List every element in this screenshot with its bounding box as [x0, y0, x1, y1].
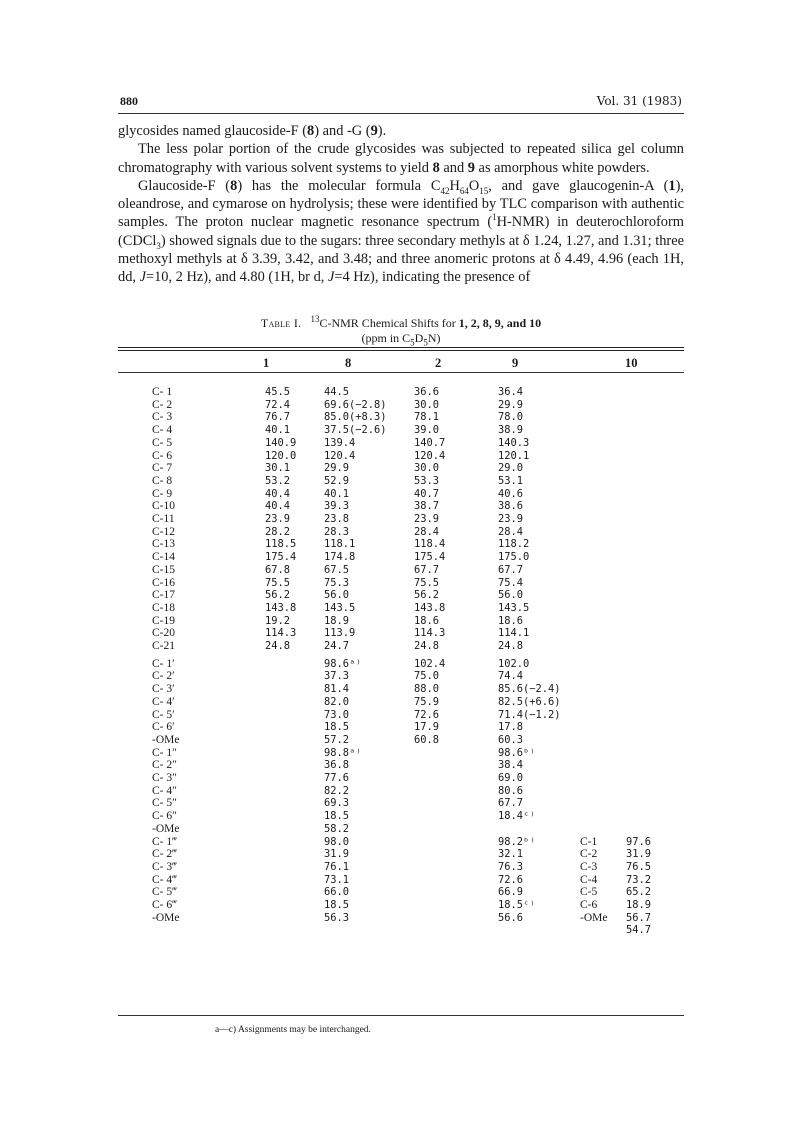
cell-c1: 45.5 [265, 386, 291, 398]
cell-c8: 18.9 [324, 614, 350, 627]
table-row [0, 848, 793, 861]
cell-c8: 18.5 [324, 810, 350, 823]
header-rule [118, 113, 684, 114]
cell-c9: 38.4 [498, 759, 524, 772]
cell-label: C- 6″ [152, 810, 177, 823]
paragraph-1: glycosides named glaucoside-F (8) and -G (9). [118, 123, 387, 139]
page-number: 880 [120, 94, 138, 108]
table-row [0, 721, 793, 734]
table-row [0, 874, 793, 887]
cell-c8: 82.0 [324, 695, 350, 708]
cell-c8: 36.8 [324, 759, 350, 772]
cell-label: -OMe [152, 733, 180, 746]
cell-c8: 77.6 [324, 772, 350, 784]
cell-c1: 118.5 [265, 538, 297, 551]
table-row [0, 615, 793, 628]
cell-c1: 120.0 [265, 449, 297, 462]
table-row [0, 823, 793, 836]
cell-c8: 40.1 [324, 487, 350, 500]
cell-c1: 175.4 [265, 551, 297, 564]
cell-c9: 56.0 [498, 589, 524, 602]
cell-c1: 40.4 [265, 500, 291, 513]
table-row [0, 797, 793, 810]
table-row [0, 658, 793, 671]
cell-c9: 53.1 [498, 474, 524, 487]
table-row [0, 785, 793, 798]
cell-c8: 85.0(+8.3) [324, 411, 387, 424]
cell-c8: 69.3 [324, 797, 350, 810]
table-row [0, 538, 793, 551]
cell-c9: 98.2ᵇ⁾ [498, 835, 536, 848]
cell-c10l: C-1 [580, 835, 598, 848]
cell-c2: 75.0 [414, 670, 440, 683]
cell-label: C- 6‴ [152, 899, 177, 911]
cell-c2: 143.8 [414, 601, 446, 614]
cell-c1: 40.4 [265, 487, 291, 500]
cell-c10v: 18.9 [626, 899, 652, 911]
cell-label: C-16 [152, 576, 175, 589]
table-row [0, 627, 793, 640]
cell-c9: 82.5(+6.6) [498, 695, 561, 708]
cell-c2: 38.7 [414, 500, 440, 513]
cell-c10v: 31.9 [626, 848, 652, 861]
cell-c9: 75.4 [498, 576, 524, 589]
cell-c1: 56.2 [265, 589, 291, 602]
table-row [0, 640, 793, 653]
table-row [0, 924, 793, 937]
table-title: Table I. $^{13}$C-NMR Chemical Shifts for 1, 2, 8, 9, and 10 [260, 314, 542, 330]
cell-c8: 69.6(−2.8) [324, 398, 387, 411]
cell-c9: 28.4 [498, 525, 524, 538]
cell-c8: 37.5(−2.6) [324, 424, 387, 437]
cell-label: C- 8 [152, 474, 173, 487]
cell-label: C- 5 [152, 436, 173, 449]
cell-c9: 38.6 [498, 500, 524, 513]
cell-label: C-17 [152, 589, 175, 602]
cell-c2: 75.9 [414, 695, 440, 708]
cell-c8: 73.0 [324, 708, 350, 721]
cell-c10l: C-5 [580, 886, 598, 899]
cell-label: C- 1‴ [152, 835, 177, 848]
volume-label: Vol. 31 (1983) [596, 94, 682, 108]
cell-c2: 23.9 [414, 513, 440, 525]
cell-c9: 85.6(−2.4) [498, 683, 561, 696]
cell-c10v: 56.7 [626, 911, 652, 924]
table-row [0, 399, 793, 412]
cell-c9: 18.6 [498, 614, 524, 627]
table-top-rule [118, 347, 684, 348]
cell-c2: 36.6 [414, 386, 440, 398]
cell-c10v: 54.7 [626, 924, 652, 937]
cell-c8: 44.5 [324, 386, 350, 398]
cell-label: C- 2′ [152, 670, 175, 683]
cell-label: C- 6′ [152, 721, 175, 734]
cell-label: C- 1′ [152, 657, 175, 670]
cell-c9: 32.1 [498, 848, 524, 861]
table-row [0, 386, 793, 399]
cell-c1: 67.8 [265, 563, 291, 576]
cell-c9: 66.9 [498, 886, 524, 899]
cell-c8: 52.9 [324, 474, 350, 487]
cell-c9: 18.4ᶜ⁾ [498, 810, 536, 823]
cell-c8: 18.5 [324, 899, 350, 911]
table-row [0, 526, 793, 539]
cell-c9: 71.4(−1.2) [498, 708, 561, 721]
cell-c9: 24.8 [498, 640, 524, 652]
cell-c2: 60.8 [414, 733, 440, 746]
table-row [0, 602, 793, 615]
cell-label: C- 3″ [152, 772, 177, 784]
cell-label: C- 5″ [152, 797, 177, 810]
cell-c1: 23.9 [265, 513, 291, 525]
col-head-1: 1 [263, 356, 270, 370]
cell-c9: 175.0 [498, 551, 530, 564]
cell-c2: 72.6 [414, 708, 440, 721]
cell-label: -OMe [152, 911, 180, 924]
cell-c9: 29.0 [498, 462, 524, 475]
cell-c9: 74.4 [498, 670, 524, 683]
cell-c9: 67.7 [498, 563, 524, 576]
cell-label: C- 9 [152, 487, 173, 500]
cell-c8: 24.7 [324, 640, 350, 652]
body-text [118, 122, 684, 287]
table-row [0, 759, 793, 772]
cell-c9: 102.0 [498, 657, 530, 670]
table-row [0, 709, 793, 722]
table-caption [118, 316, 684, 346]
cell-c8: 57.2 [324, 733, 350, 746]
cell-c9: 36.4 [498, 386, 524, 398]
cell-label: C-18 [152, 601, 175, 614]
cell-c10l: C-3 [580, 860, 598, 873]
table-row [0, 513, 793, 526]
cell-label: C- 4″ [152, 784, 177, 797]
cell-c2: 88.0 [414, 683, 440, 696]
cell-c10l: C-4 [580, 873, 598, 886]
table-row [0, 424, 793, 437]
cell-c9: 69.0 [498, 772, 524, 784]
table-row [0, 411, 793, 424]
cell-label: C-15 [152, 563, 175, 576]
cell-label: C-13 [152, 538, 175, 551]
table-row [0, 912, 793, 925]
cell-c1: 143.8 [265, 601, 297, 614]
cell-c2: 28.4 [414, 525, 440, 538]
cell-c8: 37.3 [324, 670, 350, 683]
cell-c2: 120.4 [414, 449, 446, 462]
cell-c9: 67.7 [498, 797, 524, 810]
cell-c8: 18.5 [324, 721, 350, 734]
cell-label: C-12 [152, 525, 175, 538]
cell-c8: 98.6ᵃ⁾ [324, 657, 362, 670]
paragraph-3: Glaucoside-F (8) has the molecular formula $C_{42}H_{64}O_{15}$, and gave glaucogenin-A (1), oleandrose, and cymarose on hydrolysis; these were identified by TLC comparison with authentic samples. The proton nuclear magnetic resonance spectrum ($^1$H-NMR) in deuterochloroform (CDCl$_3$) showed signals due to the sugars: three secondary methyls at δ 1.24, 1.27, and 1.31; three methoxyl methyls at δ 3.39, 3.42, and 3.48; and three anomeric protons at δ 4.49, 4.96 (each 1H, dd, J=10, 2 Hz), and 4.80 (1H, br d, J=4 Hz), indicating the presence of [118, 177, 684, 286]
table-row [0, 861, 793, 874]
cell-c10l: C-6 [580, 899, 598, 911]
cell-c9: 80.6 [498, 784, 524, 797]
cell-label: C- 6 [152, 449, 173, 462]
cell-label: C- 7 [152, 462, 173, 475]
col-head-9: 9 [512, 356, 519, 370]
table-top-rule-2 [118, 350, 684, 351]
cell-c1: 30.1 [265, 462, 291, 475]
cell-label: C-20 [152, 627, 175, 640]
table-row [0, 577, 793, 590]
cell-label: C- 3‴ [152, 860, 177, 873]
table-row [0, 886, 793, 899]
cell-label: C- 4 [152, 424, 173, 437]
cell-c2: 17.9 [414, 721, 440, 734]
cell-c10v: 76.5 [626, 860, 652, 873]
table-row [0, 488, 793, 501]
cell-c2: 39.0 [414, 424, 440, 437]
cell-label: -OMe [152, 822, 180, 835]
cell-c8: 31.9 [324, 848, 350, 861]
cell-c1: 40.1 [265, 424, 291, 437]
paragraph-2: The less polar portion of the crude glycosides was subjected to repeated silica gel column chromatography with various solvent systems to yield 8 and 9 as amorphous white powders. [118, 141, 684, 176]
cell-c8: 75.3 [324, 576, 350, 589]
cell-c2: 24.8 [414, 640, 440, 652]
cell-c2: 53.3 [414, 474, 440, 487]
cell-c9: 23.9 [498, 513, 524, 525]
cell-c1: 75.5 [265, 576, 291, 589]
cell-label: C- 5′ [152, 708, 175, 721]
cell-c8: 23.8 [324, 513, 350, 525]
cell-c10v: 73.2 [626, 873, 652, 886]
table-row [0, 475, 793, 488]
cell-c8: 73.1 [324, 873, 350, 886]
cell-label: C-11 [152, 513, 175, 525]
cell-c2: 78.1 [414, 411, 440, 424]
cell-c2: 67.7 [414, 563, 440, 576]
cell-c9: 76.3 [498, 860, 524, 873]
cell-label: C- 1 [152, 386, 173, 398]
table-row [0, 589, 793, 602]
cell-c8: 82.2 [324, 784, 350, 797]
table-bottom-rule [118, 1015, 684, 1016]
cell-c9: 118.2 [498, 538, 530, 551]
cell-c2: 40.7 [414, 487, 440, 500]
cell-c9: 140.3 [498, 436, 530, 449]
table-footnote: a—c) Assignments may be interchanged. [215, 1025, 371, 1035]
cell-label: C- 2‴ [152, 848, 177, 861]
cell-c8: 81.4 [324, 683, 350, 696]
cell-label: C-21 [152, 640, 175, 652]
cell-c2: 56.2 [414, 589, 440, 602]
table-row [0, 500, 793, 513]
cell-c2: 75.5 [414, 576, 440, 589]
cell-c9: 18.5ᶜ⁾ [498, 899, 536, 911]
cell-c8: 56.3 [324, 911, 350, 924]
cell-c8: 120.4 [324, 449, 356, 462]
cell-c8: 76.1 [324, 860, 350, 873]
cell-c1: 19.2 [265, 614, 291, 627]
cell-c1: 140.9 [265, 436, 297, 449]
cell-c8: 98.0 [324, 835, 350, 848]
cell-c9: 17.8 [498, 721, 524, 734]
table-row [0, 450, 793, 463]
cell-c10l: C-2 [580, 848, 598, 861]
cell-c10v: 97.6 [626, 835, 652, 848]
cell-c9: 72.6 [498, 873, 524, 886]
cell-c2: 114.3 [414, 627, 446, 640]
cell-c2: 140.7 [414, 436, 446, 449]
table-row [0, 437, 793, 450]
cell-c8: 139.4 [324, 436, 356, 449]
cell-c2: 118.4 [414, 538, 446, 551]
cell-c8: 39.3 [324, 500, 350, 513]
cell-c9: 143.5 [498, 601, 530, 614]
cell-label: C- 4‴ [152, 873, 177, 886]
table-header-rule [118, 372, 684, 373]
col-head-10: 10 [625, 356, 638, 370]
cell-c10l: -OMe [580, 911, 608, 924]
cell-c8: 66.0 [324, 886, 350, 899]
table-row [0, 696, 793, 709]
cell-label: C- 2″ [152, 759, 177, 772]
table-row [0, 564, 793, 577]
cell-c9: 98.6ᵇ⁾ [498, 746, 536, 759]
running-head [120, 94, 682, 112]
table-row [0, 462, 793, 475]
cell-label: C- 1″ [152, 746, 177, 759]
cell-c10v: 65.2 [626, 886, 652, 899]
cell-c8: 98.8ᵃ⁾ [324, 746, 362, 759]
col-head-8: 8 [345, 356, 352, 370]
cell-c1: 53.2 [265, 474, 291, 487]
cell-label: C- 3′ [152, 683, 175, 696]
cell-label: C-10 [152, 500, 175, 513]
cell-c9: 120.1 [498, 449, 530, 462]
cell-c8: 67.5 [324, 563, 350, 576]
table-row [0, 683, 793, 696]
cell-c2: 175.4 [414, 551, 446, 564]
cell-c9: 29.9 [498, 398, 524, 411]
cell-c8: 58.2 [324, 822, 350, 835]
cell-c8: 56.0 [324, 589, 350, 602]
cell-c1: 76.7 [265, 411, 291, 424]
cell-c1: 114.3 [265, 627, 297, 640]
table-row [0, 772, 793, 785]
table-row [0, 734, 793, 747]
cell-c9: 114.1 [498, 627, 530, 640]
cell-c8: 28.3 [324, 525, 350, 538]
cell-c9: 56.6 [498, 911, 524, 924]
cell-label: C- 3 [152, 411, 173, 424]
table-row [0, 899, 793, 912]
cell-label: C-14 [152, 551, 175, 564]
cell-label: C- 2 [152, 398, 173, 411]
table-row [0, 810, 793, 823]
cell-label: C- 4′ [152, 695, 175, 708]
cell-c8: 174.8 [324, 551, 356, 564]
cell-c9: 40.6 [498, 487, 524, 500]
cell-c2: 18.6 [414, 614, 440, 627]
table-subtitle: (ppm in $C_5D_5N$) [361, 331, 441, 348]
cell-c8: 29.9 [324, 462, 350, 475]
cell-c8: 143.5 [324, 601, 356, 614]
table-row [0, 747, 793, 760]
cell-c2: 30.0 [414, 462, 440, 475]
table-row [0, 670, 793, 683]
col-head-2: 2 [435, 356, 442, 370]
cell-label: C- 5‴ [152, 886, 177, 899]
table-row [0, 836, 793, 849]
cell-c2: 30.0 [414, 398, 440, 411]
cell-label: C-19 [152, 614, 175, 627]
cell-c9: 38.9 [498, 424, 524, 437]
cell-c1: 28.2 [265, 525, 291, 538]
cell-c8: 118.1 [324, 538, 356, 551]
cell-c2: 102.4 [414, 657, 446, 670]
table-row [0, 551, 793, 564]
cell-c8: 113.9 [324, 627, 356, 640]
cell-c9: 78.0 [498, 411, 524, 424]
cell-c1: 72.4 [265, 398, 291, 411]
cell-c9: 60.3 [498, 733, 524, 746]
cell-c1: 24.8 [265, 640, 291, 652]
